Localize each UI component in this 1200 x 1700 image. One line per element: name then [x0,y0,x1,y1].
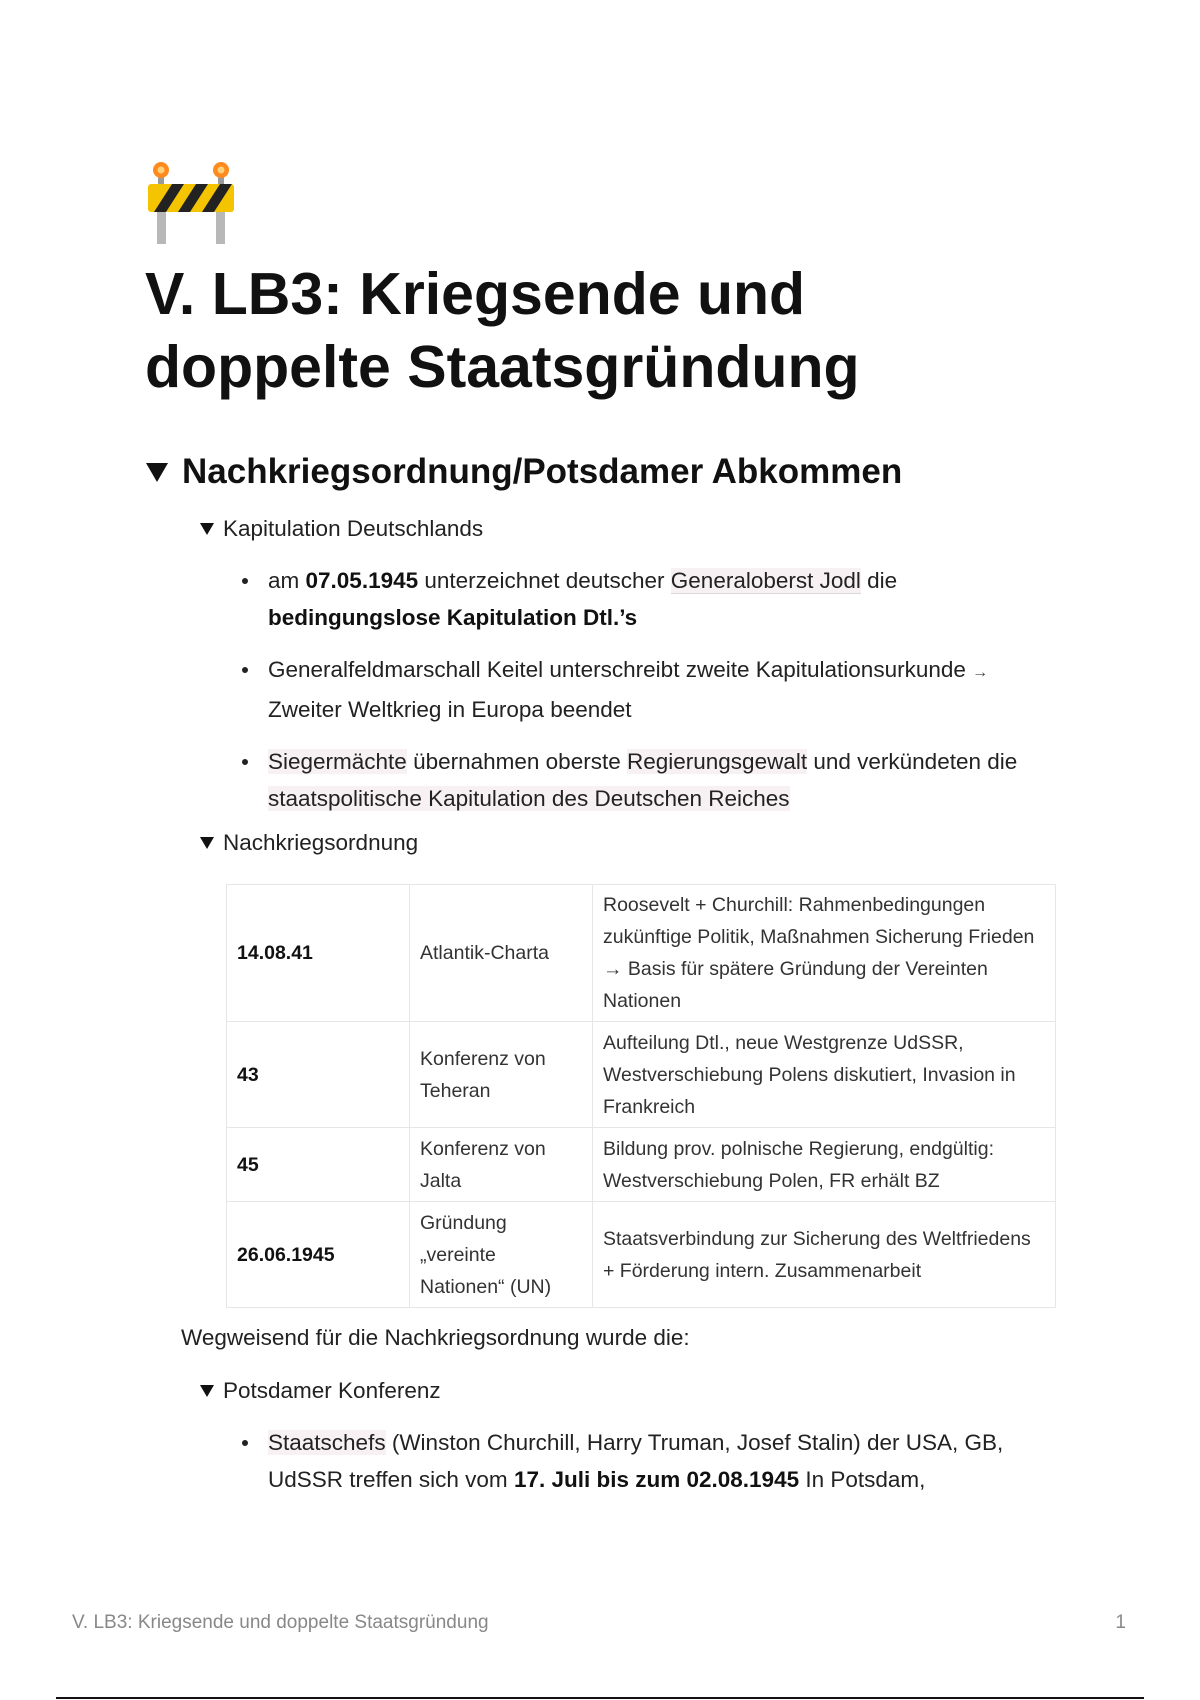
list-item: am 07.05.1945 unterzeichnet deutscher Generaloberst Jodl die bedingungslose Kapitulation Dtl.’s [240,562,1060,636]
toggle-label: Potsdamer Konferenz [223,1378,441,1403]
description-cell: Bildung prov. polnische Regierung, endgültig: Westverschiebung Polen, FR erhält BZ [593,1128,1056,1202]
timeline-table [226,884,1056,1308]
event-cell: Konferenz von Jalta [410,1128,593,1202]
list-item: Siegermächte übernahmen oberste Regierungsgewalt und verkündeten die staatspolitische Kapitulation des Deutschen Reiches [240,743,1060,817]
description-cell: Roosevelt + Churchill: Rahmenbedingungen zukünftige Politik, Maßnahmen Sicherung Frieden → Basis für spätere Gründung der Vereinten Nationen [593,885,1056,1022]
toggle-triangle-icon[interactable] [200,837,214,849]
toggle-label: Kapitulation Deutschlands [223,516,484,541]
description-cell: Aufteilung Dtl., neue Westgrenze UdSSR, Westverschiebung Polens diskutiert, Invasion in Frankreich [593,1022,1056,1128]
date-cell: 43 [227,1022,410,1128]
section-toggle-heading[interactable] [146,452,902,492]
kapitulation-list [240,562,1060,832]
toggle-triangle-icon[interactable] [146,463,168,482]
construction-barrier-icon [148,162,234,244]
list-item: Generalfeldmarschall Keitel unterschreibt zweite Kapitulationsurkunde → Zweiter Weltkrieg in Europa beendet [240,651,1060,728]
table-row [227,1128,1056,1202]
toggle-triangle-icon[interactable] [200,1385,214,1397]
potsdam-list [240,1424,1060,1513]
section-heading: Nachkriegsordnung/Potsdamer Abkommen [182,452,903,491]
description-cell: Staatsverbindung zur Sicherung des Weltfriedens + Förderung intern. Zusammenarbeit [593,1202,1056,1308]
footer-title: V. LB3: Kriegsende und doppelte Staatsgründung [72,1612,489,1633]
highlighted-text: Generaloberst Jodl [670,568,861,593]
highlighted-text: staatspolitische Kapitulation des Deutschen Reiches [268,786,790,811]
date-cell: 45 [227,1128,410,1202]
table-row [227,885,1056,1022]
toggle-nachkriegsordnung[interactable] [200,830,418,856]
table-row [227,1202,1056,1308]
highlighted-text: Staatschefs [268,1430,386,1455]
toggle-label: Nachkriegsordnung [223,830,419,855]
event-cell: Konferenz von Teheran [410,1022,593,1128]
divider [56,1697,1144,1699]
table-row [227,1022,1056,1128]
date-cell: 14.08.41 [227,885,410,1022]
page-title: V. LB3: Kriegsende und doppelte Staatsgründung [145,261,860,400]
highlighted-text: Siegermächte [268,749,407,774]
toggle-potsdamer-konferenz[interactable] [200,1378,441,1404]
paragraph-text: Wegweisend für die Nachkriegsordnung wurde die: [181,1325,690,1350]
arrow-icon: → [972,664,989,681]
toggle-triangle-icon[interactable] [200,523,214,535]
toggle-kapitulation[interactable] [200,516,483,542]
event-cell: Atlantik-Charta [410,885,593,1022]
list-item: Staatschefs (Winston Churchill, Harry Truman, Josef Stalin) der USA, GB, UdSSR treffen sich vom 17. Juli bis zum 02.08.1945 In Potsdam, [240,1424,1060,1498]
date-cell: 26.06.1945 [227,1202,410,1308]
page-number: 1 [1115,1612,1126,1633]
highlighted-text: Regierungsgewalt [626,749,808,774]
event-cell: Gründung „vereinte Nationen“ (UN) [410,1202,593,1308]
